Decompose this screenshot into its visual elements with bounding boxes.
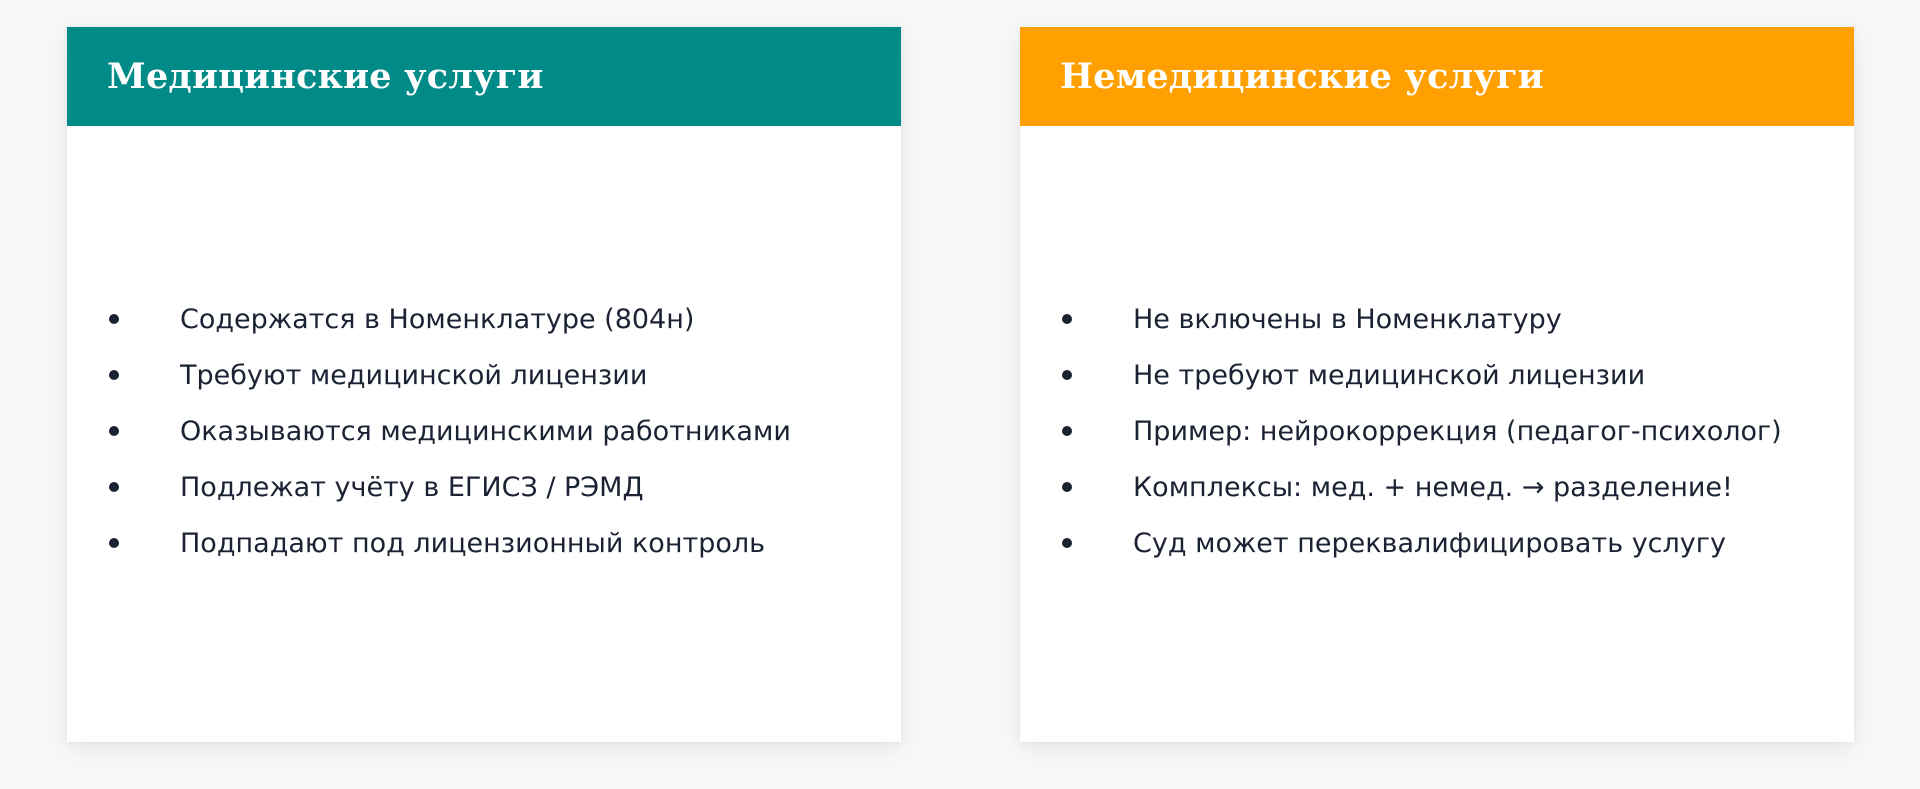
list-item [1060,347,1834,403]
bullet-icon [1062,370,1072,380]
list-item [107,459,881,515]
nonmedical-services-title: Немедицинские услуги [1060,56,1544,97]
list-item-text: Не требуют медицинской лицензии [1133,359,1646,391]
bullet-icon [109,538,119,548]
list-item [107,403,881,459]
list-item-text: Подлежат учёту в ЕГИСЗ / РЭМД [180,471,644,503]
list-item-text: Подпадают под лицензионный контроль [180,527,766,559]
list-item [1060,291,1834,347]
list-item [107,291,881,347]
list-item [1060,403,1834,459]
list-item-text: Комплексы: мед. + немед. → разделение! [1133,471,1733,503]
list-item [107,347,881,403]
bullet-icon [1062,314,1072,324]
list-item [1060,515,1834,571]
list-item-text: Суд может переквалифицировать услугу [1133,527,1726,559]
bullet-icon [109,426,119,436]
list-item-text: Содержатся в Номенклатуре (804н) [180,303,695,335]
nonmedical-services-header [1020,27,1854,126]
bullet-icon [109,314,119,324]
bullet-icon [1062,538,1072,548]
nonmedical-services-list [1060,291,1834,571]
list-item-text: Не включены в Номенклатуру [1133,303,1562,335]
bullet-icon [109,370,119,380]
list-item-text: Оказываются медицинскими работниками [180,415,791,447]
list-item [1060,459,1834,515]
bullet-icon [1062,482,1072,492]
medical-services-list [107,291,881,571]
medical-services-header [67,27,901,126]
list-item [107,515,881,571]
bullet-icon [1062,426,1072,436]
nonmedical-services-card [1020,27,1854,742]
medical-services-title: Медицинские услуги [107,56,544,97]
bullet-icon [109,482,119,492]
list-item-text: Пример: нейрокоррекция (педагог-психолог) [1133,415,1782,447]
medical-services-card [67,27,901,742]
list-item-text: Требуют медицинской лицензии [180,359,648,391]
